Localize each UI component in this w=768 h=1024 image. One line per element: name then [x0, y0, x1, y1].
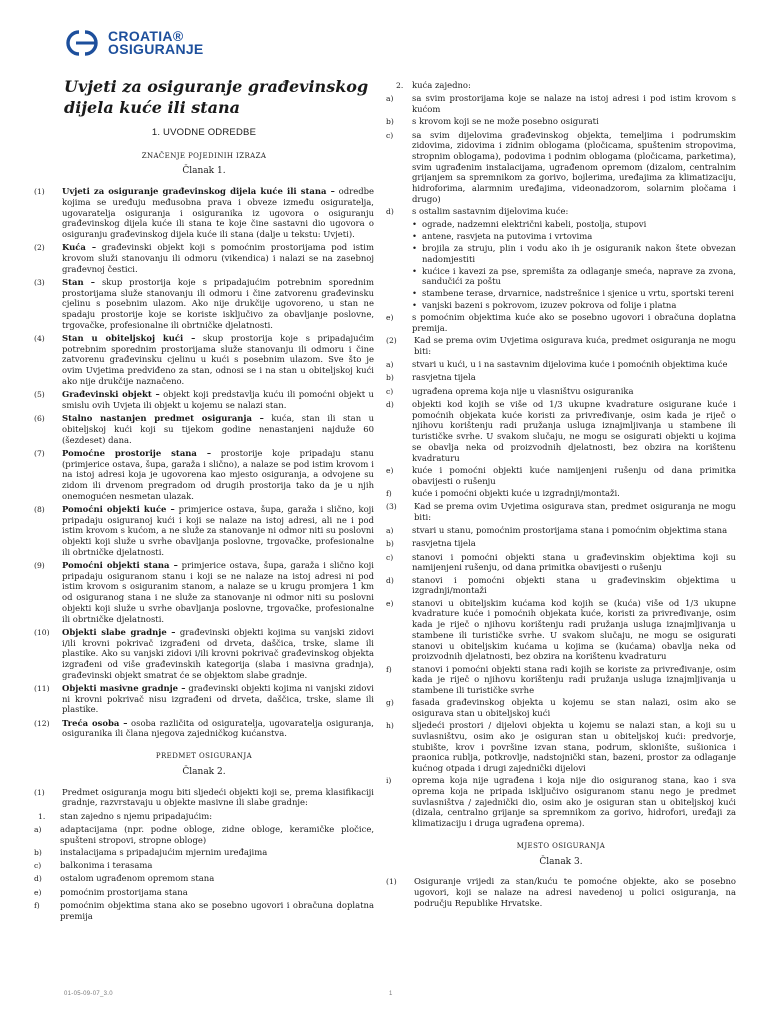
p3-item	[386, 775, 736, 829]
definition-text	[62, 718, 374, 739]
stan-item	[34, 873, 374, 885]
p3-item	[386, 720, 736, 774]
article-1-heading: Članak 1.	[182, 166, 226, 177]
stan-item	[34, 824, 374, 845]
definition-text	[62, 504, 374, 558]
definition-item	[34, 448, 374, 502]
kuca-bullets-list	[386, 219, 736, 311]
stan-item	[34, 847, 374, 859]
p2-item	[386, 465, 736, 486]
definition-term: Uvjeti za osiguranje građevinskog dijela kuće ili stana –	[62, 186, 335, 197]
stan-item-letter: a)	[34, 824, 42, 834]
definition-number: (12)	[34, 718, 50, 728]
p3-item-text: stanovi i pomoćni objekti stana radi kojih se koriste za privređivanje, osim kada je riječ o njihovu korištenju radi pružanja usluga iznajmljivanja u stambene ili turističke svrhe	[412, 663, 736, 695]
definition-term: Stan u obiteljskoj kući –	[62, 333, 196, 344]
stan-item-letter: c)	[34, 861, 42, 871]
kuca-bullet-text: brojila za struju, plin i vodu ako ih je osiguranik nakon štete obvezan nadomjestiti	[422, 243, 736, 264]
p3-item-text: stanovi i pomoćni objekti stana u građevinskim objektima u izgradnji/montaži	[412, 574, 736, 596]
definition-text	[62, 413, 374, 445]
article-2-heading: Članak 2.	[182, 766, 226, 777]
definition-number: (3)	[34, 277, 45, 287]
kuca-bullet-text: vanjski bazeni s pokrovom, izuzev pokrova od folije i platna	[422, 300, 677, 311]
logo-line-2: OSIGURANJE	[108, 41, 204, 57]
p3-item	[386, 598, 736, 662]
definition-item	[34, 683, 374, 715]
p2-item-text: stvari u kući, u i na sastavnim dijelovima kuće i pomoćnih objektima kuće	[412, 359, 728, 370]
definition-term: Građevinski objekt –	[62, 389, 160, 400]
definition-text	[62, 242, 374, 274]
definition-term: Pomoćne prostorije stana –	[62, 447, 212, 458]
p3-item	[386, 552, 736, 573]
stan-item-text: adaptacijama (npr. podne obloge, zidne obloge, keramičke pločice, spušteni stropovi, stropne obloge)	[60, 823, 374, 845]
p2-item	[386, 359, 736, 371]
definition-term: Objekti masivne gradnje –	[62, 682, 186, 693]
bullet-icon: •	[412, 219, 417, 230]
definition-text	[62, 389, 374, 410]
section-heading-uvodne-odredbe: 1. UVODNE ODREDBE	[151, 127, 257, 138]
kuca-bullet-item	[412, 243, 736, 264]
kuca-bullet-text: antene, rasvjeta na putovima i vrtovima	[422, 231, 593, 242]
definition-number: (10)	[34, 627, 50, 637]
p2-item-text: rasvjetna tijela	[412, 372, 476, 383]
kuca-item-text: sa svim prostorijama koje se nalaze na istoj adresi i pod istim krovom s kućom	[412, 93, 736, 114]
definition-number: (1)	[34, 187, 45, 197]
stan-item-text: pomoćnim prostorijama stana	[60, 886, 188, 897]
definition-number: (4)	[34, 334, 45, 344]
p2-item-letter: d)	[386, 400, 394, 410]
p3-item-letter: c)	[386, 552, 394, 562]
definition-body: prostorije koje pripadaju stanu (primjerice ostava, šupa, garaža i slično), a nalaze se pod istim krovom i na istoj adresi koja je ugovorena kao mjesto osiguranja, a odvojene su zidom ili drvenom pregradom od drugih prostorija tako da je u njih onemogućen nesmetan ulazak.	[62, 447, 374, 501]
stan-item	[34, 900, 374, 921]
definition-text	[62, 333, 374, 387]
kuca-item-text: s krovom koji se ne može posebno osigurati	[412, 116, 599, 127]
definition-item	[34, 504, 374, 558]
p3-item-letter: d)	[386, 575, 394, 585]
definition-body: skup prostorija koje s pripadajućim potrebnim sporednim prostorijama služe stanovanju ili odmoru i čine zatvorenu građevinsku cjelinu s posebnim ulazom. Ako nije drukčije ugovoreno, u stan ne spadaju prostorije koje se koriste isključivo za obavljanje poslovne, trgovačke, profesionalne ili obrtničke djelatnosti.	[62, 276, 375, 330]
definition-number: (11)	[34, 683, 50, 693]
p3-item-letter: e)	[386, 598, 394, 608]
p3-item-letter: b)	[386, 539, 394, 549]
p3-item-letter: f)	[386, 664, 392, 674]
definition-item	[34, 277, 374, 331]
kuca-item	[386, 93, 736, 114]
kuca-bullet-item	[412, 231, 736, 242]
kuca-bullet-item	[412, 288, 736, 299]
p2-item	[386, 372, 736, 384]
kuca-bullet-item	[412, 266, 736, 287]
bullet-icon: •	[412, 243, 417, 254]
definition-item	[34, 389, 374, 410]
paragraph-3-items-list	[386, 525, 736, 829]
stan-item-letter: b)	[34, 847, 42, 857]
subheading-znacenje: ZNAČENJE POJEDINIH IZRAZA	[141, 151, 267, 160]
kuca-item-e: e) s pomoćnim objektima kuće ako se posebno ugovori i obračuna doplatna premija.	[386, 312, 736, 333]
definition-number: (7)	[34, 448, 45, 458]
definitions-list	[34, 186, 374, 739]
kuca-item-letter: c)	[386, 130, 394, 140]
stan-items-list	[34, 824, 374, 922]
definition-term: Pomoćni objekti kuće –	[62, 503, 175, 514]
definition-body: odredbe kojima se uređuju međusobna prava i obveze između osiguratelja, ugovaratelja osiguranja i osiguranika iz ugovora o osiguranju građevinskog dijela kuće ili stana te koje čine sastavni dio ugovora o osiguranju građevinskog dijela kuće ili stana (dalje u tekstu: Uvjeti).	[62, 186, 374, 239]
page-number: 1	[389, 991, 393, 997]
company-logo	[62, 27, 242, 59]
stan-item-text: balkonima i terasama	[60, 860, 153, 871]
kuca-item-text: s ostalim sastavnim dijelovima kuće:	[412, 206, 569, 217]
p3-item-letter: h)	[386, 721, 394, 731]
p3-item-text: sljedeći prostori / dijelovi objekta u kojemu se nalazi stan, a koji su u suvlasništvu, osim ako je osiguran stan u obiteljskoj kući: predvorje, stubište, krov i površine izvan stana, podrum, sklonište, sušionica i praonica rublja, potkrovlje, nadstojnički stan, bazeni, prostor za odlaganje kućnog otpada i drugi zajednički dijelovi	[412, 720, 736, 774]
definition-body: kuća, stan ili stan u obiteljskoj kući koji su tijekom godine nenastanjeni najduže 60 (šezdeset) dana.	[62, 413, 375, 445]
definition-text	[62, 627, 374, 681]
stan-item-letter: f)	[34, 900, 40, 910]
p3-item-letter: i)	[386, 776, 392, 786]
kuca-item-letter: a)	[386, 94, 394, 104]
definition-text	[62, 683, 374, 715]
article-2-paragraph-2: (2) Kad se prema ovim Uvjetima osigurava kuća, predmet osiguranja ne mogu biti:	[386, 335, 736, 356]
definition-text	[62, 448, 374, 502]
left-column	[34, 76, 374, 923]
p2-item-letter: b)	[386, 373, 394, 383]
subheading-mjesto-osiguranja: MJESTO OSIGURANJA	[516, 841, 606, 850]
kuca-item-text: sa svim dijelovima građevinskog objekta, temeljima i podrumskim zidovima, zidovima i zidnim oblogama (pločicama, spuštenim stropovima, stropnim oblogama), podovima i podnim oblogama (pločicama, parketima), svim ugrađenim instalacijama, ugrađenom opremom (dizalom, centralnim grijanjem sa spremnikom za gorivo, bojlerima, uređajima za klimatizaciju, hidroforima, alarmnim uređajima, videonadzorom, solarnim pločama i drugo)	[412, 129, 736, 204]
stan-item-text: instalacijama s pripadajućim mjernim uređajima	[60, 846, 268, 857]
bullet-icon: •	[412, 300, 417, 311]
definition-body: osoba različita od osiguratelja, ugovaratelja osiguranja, osiguranika ili člana njegova zajedničkog kućanstva.	[62, 717, 374, 739]
p3-item	[386, 664, 736, 696]
logo-line-1: CROATIA®	[108, 28, 184, 44]
definition-body: građevinski objekti kojima ni vanjski zidovi ni krovni pokrivač nisu izgrađeni od drveta, daščica, trske, slame ili plastike.	[62, 682, 374, 715]
kuca-bullet-text: stambene terase, drvarnice, nadstrešnice i sjenice u vrtu, sportski tereni	[422, 288, 734, 299]
article-2-paragraph-3: (3) Kad se prema ovim Uvjetima osigurava stan, predmet osiguranja ne mogu biti:	[386, 501, 736, 522]
definition-number: (6)	[34, 414, 45, 424]
p3-item	[386, 525, 736, 537]
stan-item-text: pomoćnim objektima stana ako se posebno ugovori i obračuna doplatna premija	[60, 899, 374, 921]
definition-term: Stan –	[62, 276, 96, 287]
p2-item-letter: c)	[386, 386, 394, 396]
definition-number: (9)	[34, 561, 45, 571]
p2-item-letter: a)	[386, 360, 394, 370]
p2-item-letter: f)	[386, 488, 392, 498]
definition-body: skup prostorija koje s pripadajućim potrebnim sporednim prostorijama služe stanovanju ili odmoru i čine zatvorenu građevinsku cjelinu u kući s posebnim ulazom. Sve što je ovim Uvjetima predviđeno za stan, odnosi se i na stan u obiteljskoj kući ako nije drukčije naznačeno.	[62, 333, 374, 386]
p3-item-text: rasvjetna tijela	[412, 538, 476, 549]
bullet-icon: •	[412, 231, 417, 242]
definition-term: Treća osoba –	[62, 717, 128, 728]
p3-item-text: stanovi u obiteljskim kućama kod kojih se (kuća) više od 1/3 ukupne kvadrature kuće i pomoćnih objekata kuće, koristi za privređivanje, osim kada je riječ o njihovu korištenju radi pružanja usluga iznajmljivanja u stambene ili turističke svrhe. U svakom slučaju, ne mogu se osigurati stanovi u obiteljskim kućama u kojima se (kućama) obavlja neka od proizvodnih djelatnosti, bez obzira na korištenu kvadraturu	[412, 597, 736, 662]
definition-number: (5)	[34, 390, 45, 400]
definition-item	[34, 186, 374, 240]
subheading-predmet-osiguranja: PREDMET OSIGURANJA	[155, 752, 253, 761]
definition-item	[34, 413, 374, 445]
p3-item	[386, 697, 736, 718]
stan-item-letter: d)	[34, 874, 42, 884]
kuca-items-list	[386, 93, 736, 218]
p2-item-letter: e)	[386, 465, 394, 475]
definition-item	[34, 333, 374, 387]
kuca-bullet-item	[412, 300, 736, 311]
definition-body: građevinski objekti kojima su vanjski zidovi i/ili krovni pokrivač izgrađeni od drveta, daščica, trske, slame ili plastike. Ako su vanjski zidovi i/ili krovni pokrivač građevinskog objekta izgrađeni od više građevinskih kategorija (slaba i masivna gradnja), građevinski objekt smatrat će se objektom slabe gradnje.	[62, 626, 374, 680]
article-3-paragraph-1: (1) Osiguranje vrijedi za stan/kuću te pomoćne objekte, ako se posebno ugovori, koji se nalaze na adresi navedenoj u polici osiguranja, na području Republike Hrvatske.	[386, 876, 736, 908]
kuca-item	[386, 130, 736, 205]
definition-text	[62, 277, 374, 331]
p3-item-letter: g)	[386, 698, 394, 708]
definition-term: Stalno nastanjen predmet osiguranja –	[62, 413, 264, 424]
croatia-osiguranje-logo-icon	[62, 28, 102, 58]
definition-body: objekt koji predstavlja kuću ili pomoćni objekt u smislu ovih Uvjeta ili objekt u kojemu se nalazi stan.	[62, 389, 374, 410]
definition-term: Objekti slabe gradnje –	[62, 626, 176, 637]
p2-item	[386, 399, 736, 463]
stan-item-text: ostalom ugrađenom opremom stana	[60, 873, 215, 884]
article-2-kuca-heading: 2. kuća zajedno:	[396, 80, 471, 90]
p3-item-text: oprema koja nije ugrađena i koja nije dio osiguranog stana, kao i sva oprema koja ne pripada isključivo osiguranom stanu nego je predmet suvlasništva / zajednički dio, osim ako je osiguran stan u obiteljskoj kući (dizala, centralno grijanje sa spremnikom za gorivo, hidrofori, uređaji za klimatizaciju i druga ugrađena oprema).	[412, 775, 736, 829]
kuca-item-letter: d)	[386, 207, 394, 217]
definition-text	[62, 560, 374, 624]
p3-item-text: stanovi i pomoćni objekti stana u građevinskim objektima koji su namijenjeni rušenju, od dana primitka obavijesti o rušenju	[412, 551, 736, 573]
stan-item	[34, 887, 374, 899]
kuca-bullet-text: ograde, nadzemni električni kabeli, postolja, stupovi	[422, 219, 647, 230]
p3-item-letter: a)	[386, 526, 394, 536]
kuca-item	[386, 206, 736, 218]
article-2-paragraph-1: (1) Predmet osiguranja mogu biti sljedeći objekti koji se, prema klasifikaciji gradnje, razvrstavaju u objekte masivne ili slabe gradnje:	[34, 786, 374, 808]
p2-item-text: objekti kod kojih se više od 1/3 ukupne kvadrature osigurane kuće i pomoćnih objekata kuće koristi za privređivanje, osim kada je riječ o njihovu korištenju radi pružanja usluga iznajmljivanja u stambene ili turističke svrhe. U svakom slučaju, ne mogu se osigurati objekti u kojima se obavlja neka od proizvodnih djelatnosti, bez obzira na korištenu kvadraturu	[412, 399, 736, 463]
definition-item	[34, 718, 374, 739]
definition-term: Pomoćni objekti stana –	[62, 560, 178, 571]
bullet-icon: •	[412, 265, 417, 276]
document-title: Uvjeti za osiguranje građevinskog dijela kuće ili stana	[64, 77, 369, 117]
definition-number: (8)	[34, 504, 45, 514]
definition-body: primjerice ostava, šupa, garaža i slično koji pripadaju osiguranom stanu i koji se ne nalaze na istoj adresi ni pod istim krovom s osiguranim stanom, a nalaze se u krugu promjera 1 km od osiguranog stana i ne služe za stanovanje ni odmor niti su poslovni objekti koji služe u svrhe obavljanja poslovne, trgovačke, profesionalne ili obrtničke djelatnosti.	[62, 560, 374, 624]
definition-number: (2)	[34, 243, 45, 253]
article-3-heading: Članak 3.	[539, 856, 583, 867]
kuca-bullet-item	[412, 219, 736, 230]
p2-item-text: ugrađena oprema koja nije u vlasništvu osiguranika	[412, 385, 634, 396]
document-code: 01-05-09-07_3.0	[64, 991, 113, 997]
p2-item-text: kuće i pomoćni objekti kuće u izgradnji/montaži.	[412, 487, 620, 498]
definition-term: Kuća –	[62, 242, 97, 253]
kuca-item-letter: b)	[386, 117, 394, 127]
bullet-icon: •	[412, 288, 417, 299]
kuca-item	[386, 116, 736, 128]
p3-item-text: fasada građevinskog objekta u kojemu se stan nalazi, osim ako se osigurava stan u obiteljskoj kući	[412, 697, 736, 718]
stan-item-letter: e)	[34, 887, 42, 897]
definition-item	[34, 560, 374, 624]
stan-item	[34, 860, 374, 872]
p3-item	[386, 538, 736, 550]
p2-item-text: kuće i pomoćni objekti kuće namijenjeni rušenju od dana primitka obavijesti o rušenju	[412, 464, 736, 486]
definition-item	[34, 627, 374, 681]
definition-body: primjerice ostava, šupa, garaža i slično, koji pripadaju osiguranoj kući i koji se nalaze na istoj adresi, ali ne i pod istim krovom s kućom, a ne služe za stanovanje ni odmor niti su poslovni objekti koji služe u svrhe obavljanja poslovne, trgovačke, profesionalne ili obrtničke djelatnosti.	[62, 503, 374, 557]
definition-text	[62, 186, 374, 240]
p3-item-text: stvari u stanu, pomoćnim prostorijama stana i pomoćnim objektima stana	[412, 525, 728, 536]
p3-item	[386, 575, 736, 596]
article-2-stan-heading: 1. stan zajedno s njemu pripadajućim:	[38, 810, 213, 821]
paragraph-2-items-list	[386, 359, 736, 499]
right-column	[386, 80, 736, 911]
p2-item	[386, 386, 736, 398]
definition-item	[34, 242, 374, 274]
definition-body: građevinski objekt koji s pomoćnim prostorijama pod istim krovom služi stanovanju ili odmoru (vikendica) i nalazi se na zasebnoj građevnoj čestici.	[62, 242, 374, 274]
kuca-bullet-text: kućice i kavezi za pse, spremišta za odlaganje smeća, naprave za zvona, sandučići za poštu	[422, 265, 736, 287]
p2-item	[386, 488, 736, 500]
